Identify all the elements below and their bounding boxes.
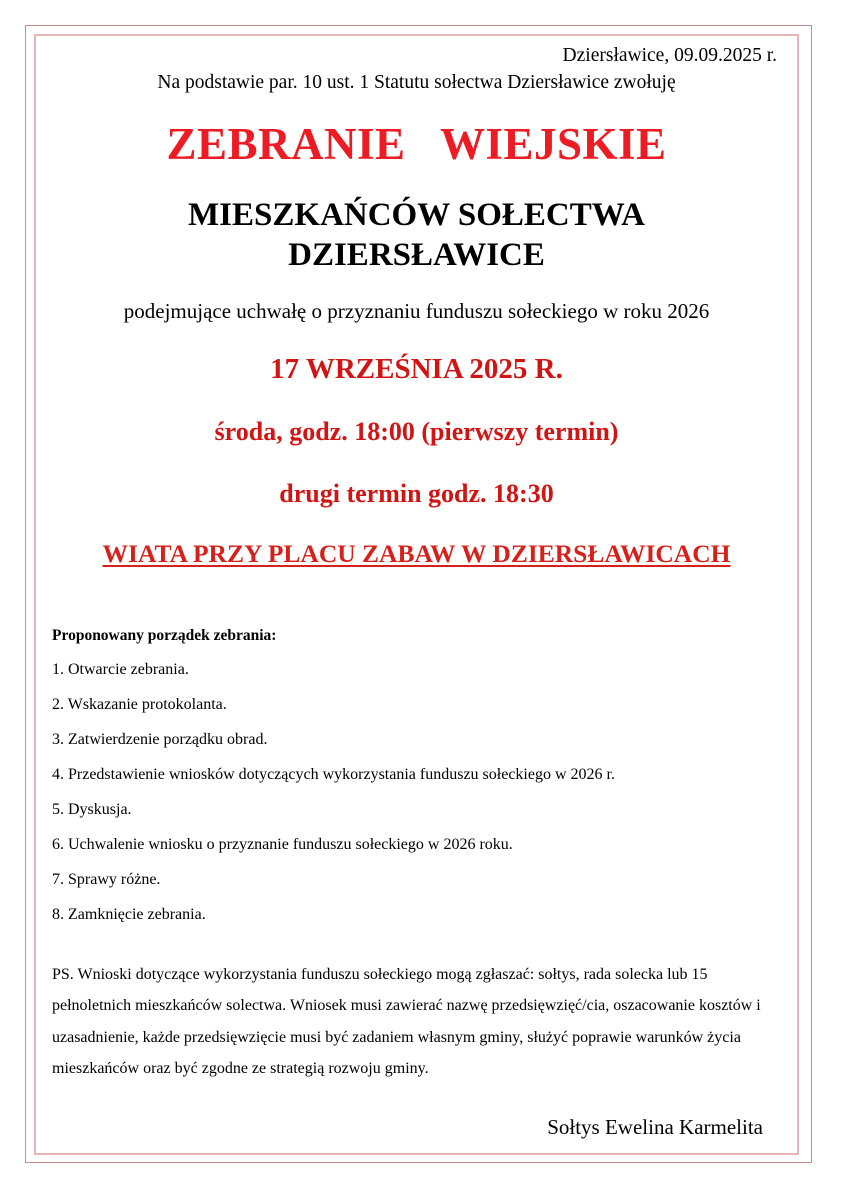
agenda-item: 8. Zamknięcie zebrania. — [52, 906, 206, 924]
postscript-paragraph: PS. Wnioski dotyczące wykorzystania funduszu sołeckiego mogą zgłaszać: sołtys, rada solecka lub 15 pełnoletnich mieszkańców solectwa. Wniosek musi zawierać nazwę przedsięwzięć/cia, oszacowanie kosztów i uzasadnienie, każde przedsięwzięcie musi być zadaniem własnym gminy, służyć poprawie warunków życia mieszkańców oraz być zgodne ze strategią rozwoju gminy. — [52, 966, 761, 1077]
agenda-item: 5. Dyskusja. — [52, 801, 132, 819]
meeting-purpose: podejmujące uchwałę o przyznaniu funduszu sołeckiego w roku 2026 — [123, 298, 710, 323]
first-term-time: środa, godz. 18:00 (pierwszy termin) — [214, 416, 619, 446]
document-content — [40, 40, 793, 1149]
meeting-location: WIATA PRZY PLACU ZABAW W DZIERSŁAWICACH — [102, 539, 731, 569]
meeting-date: 17 WRZEŚNIA 2025 R. — [270, 353, 563, 386]
legal-basis-line: Na podstawie par. 10 ust. 1 Statutu sołectwa Dziersławice zwołuję — [157, 72, 676, 94]
agenda-item: 1. Otwarcie zebrania. — [52, 661, 189, 679]
subtitle-block — [46, 195, 787, 276]
agenda-item: 2. Wskazanie protokolanta. — [52, 696, 227, 714]
agenda-heading: Proponowany porządek zebrania: — [52, 626, 277, 644]
agenda-item: 3. Zatwierdzenie porządku obrad. — [52, 731, 268, 749]
agenda-item: 4. Przedstawienie wniosków dotyczących wykorzystania funduszu sołeckiego w 2026 r. — [52, 766, 615, 784]
agenda-item: 6. Uchwalenie wniosku o przyznanie funduszu sołeckiego w 2026 roku. — [52, 836, 513, 854]
place-and-date: Dziersławice, 09.09.2025 r. — [562, 45, 777, 66]
subtitle-line-2: DZIERSŁAWICE — [288, 237, 545, 274]
signature-line: Sołtys Ewelina Karmelita — [547, 1114, 763, 1139]
page-title: ZEBRANIE WIEJSKIE — [166, 118, 667, 169]
agenda-item: 7. Sprawy różne. — [52, 871, 161, 889]
subtitle-line-1: MIESZKAŃCÓW SOŁECTWA — [188, 197, 645, 234]
agenda-section — [46, 626, 787, 925]
second-term-time: drugi termin godz. 18:30 — [279, 479, 554, 508]
